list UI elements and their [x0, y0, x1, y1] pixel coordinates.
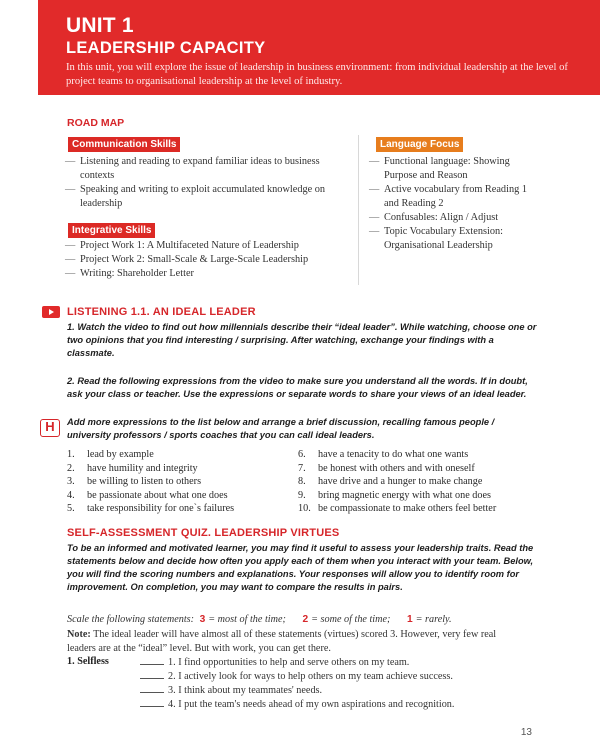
- quiz-group-selfless: 1. Selfless: [67, 656, 109, 667]
- listening-task-2: 2. Read the following expressions from the video to make sure you understand all the words. If in doubt, ask your class or teacher. Use the expressions or separate words to share your views of an ideal leader.: [67, 376, 528, 399]
- quiz-statement[interactable]: 4. I put the team's needs ahead of my own aspirations and recognition.: [140, 698, 454, 712]
- expressions-list-right: [298, 448, 496, 516]
- language-focus-tag: Language Focus: [376, 137, 463, 152]
- expressions-list-left: [67, 448, 234, 516]
- quiz-statements: [140, 656, 454, 712]
- quiz-statement[interactable]: 2. I actively look for ways to help others on my team achieve success.: [140, 670, 454, 684]
- listening-task-2-extension: Add more expressions to the list below and arrange a brief discussion, recalling famous people / university professors / sports coaches that you can call ideal leaders.: [67, 417, 495, 440]
- list-item: — Writing: Shareholder Letter: [60, 267, 355, 281]
- listening-title: LISTENING 1.1. AN IDEAL LEADER: [67, 306, 256, 318]
- page-number: 13: [520, 727, 532, 738]
- list-item: 8. have drive and a hunger to make change: [298, 476, 483, 488]
- unit-banner: [38, 0, 600, 95]
- communication-skills-tag: Communication Skills: [68, 137, 180, 152]
- video-play-icon[interactable]: [42, 306, 60, 318]
- list-item: 6. have a tenacity to do what one wants: [298, 449, 469, 460]
- quiz-statement[interactable]: 1. I find opportunities to help and serve others on my team.: [140, 656, 454, 670]
- list-item: 1. lead by example: [67, 449, 154, 460]
- list-item: 2. have humility and integrity: [67, 462, 198, 474]
- list-item: — Listening and reading to expand familiar ideas to business contexts: [60, 155, 355, 183]
- roadmap-right-column: [364, 135, 540, 285]
- score-blank[interactable]: [140, 656, 164, 665]
- score-blank[interactable]: [140, 698, 164, 707]
- scoring-note: Note: The ideal leader will have almost all of these statements (virtues) scored 3. However, very few real leaders are at the “ideal” level. But with work, you can get there.: [67, 629, 497, 654]
- roadmap-left-column: [60, 135, 357, 285]
- list-item: — Confusables: Align / Adjust: [364, 211, 540, 225]
- list-item: 9. bring magnetic energy with what one does: [298, 489, 491, 501]
- quiz-title: SELF-ASSESSMENT QUIZ. LEADERSHIP VIRTUES: [67, 527, 340, 539]
- quiz-statement[interactable]: 3. I think about my teammates' needs.: [140, 684, 454, 698]
- scoring-scale: Scale the following statements: 3 = most of the time; 2 = some of the time; 1 = rarely.: [67, 614, 452, 625]
- list-item: 10. be compassionate to make others feel better: [298, 503, 497, 515]
- integrative-skills-tag: Integrative Skills: [68, 223, 155, 238]
- list-item: 5. take responsibility for one`s failures: [67, 503, 235, 515]
- list-item: 4. be passionate about what one does: [67, 489, 228, 501]
- list-item: — Topic Vocabulary Extension: Organisational Leadership: [364, 225, 540, 253]
- list-item: — Speaking and writing to exploit accumulated knowledge on leadership: [60, 183, 355, 211]
- list-item: — Project Work 1: A Multifaceted Nature of Leadership: [60, 239, 355, 253]
- listening-task-1: 1. Watch the video to find out how millennials describe their “ideal leader”. While watching, choose one or two opinions that you find interesting / surprising. After watching, exchange your findings with a classmate.: [67, 322, 537, 358]
- unit-number: UNIT 1: [66, 14, 134, 37]
- list-item: — Active vocabulary from Reading 1 and Reading 2: [364, 183, 540, 211]
- communication-skills-list: [60, 155, 355, 211]
- score-blank[interactable]: [140, 670, 164, 679]
- roadmap-heading: ROAD MAP: [67, 117, 125, 129]
- score-blank[interactable]: [140, 684, 164, 693]
- list-item: — Project Work 2: Small-Scale & Large-Scale Leadership: [60, 253, 355, 267]
- discussion-hint-icon: H: [40, 419, 60, 437]
- language-focus-list: [364, 155, 540, 253]
- unit-intro: In this unit, you will explore the issue of leadership in business environment: from individual leadership at the level of project teams to organisational leadership at the level of industry.: [66, 62, 568, 87]
- list-item: 7. be honest with others and with oneself: [298, 462, 475, 474]
- list-item: — Functional language: Showing Purpose and Reason: [364, 155, 540, 183]
- quiz-intro: To be an informed and motivated learner, you may find it useful to assess your leadership traits. Read the statements below and decide how often you apply each of them when you interact with your team. Below, you will find the scoring numbers and explanations. Your responses will allow you to identify room for improvement. On completion, you may want to compare the results in pairs.: [67, 543, 534, 592]
- list-item: 3. be willing to listen to others: [67, 476, 202, 488]
- unit-title: LEADERSHIP CAPACITY: [66, 39, 266, 57]
- integrative-skills-list: [60, 239, 355, 281]
